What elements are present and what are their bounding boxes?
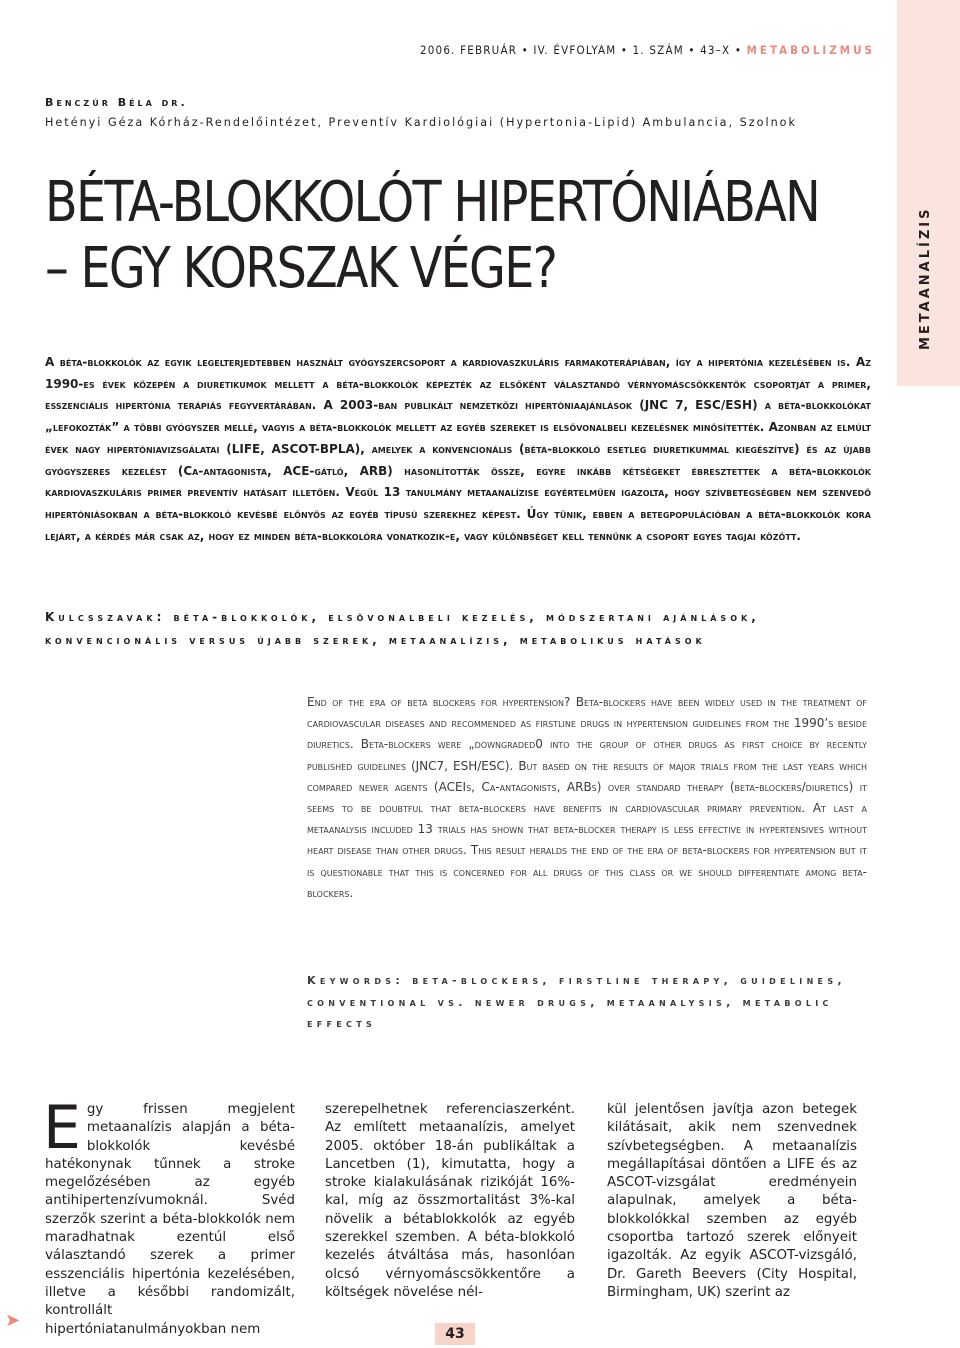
drop-cap: E (43, 1093, 81, 1163)
header-text: 2006. FEBRUÁR • IV. ÉVFOLYAM • 1. SZÁM • 43–X • (420, 43, 743, 57)
arrow-icon: ➤ (5, 1310, 21, 1331)
keywords-hu: Kulcsszavak: béta-blokkolók, elsővonalbeli kezelés, módszertani ajánlások, konvencionális versus újabb szerek, metaanalízis, metabolikus hatások (45, 610, 760, 647)
running-header (420, 43, 875, 57)
page-number: 43 (435, 1323, 475, 1345)
body-column-3: kül jelentősen javítja azon betegek kilátásait, akik nem szenvednek szívbetegségben. A metaanalízis megállapításai döntően a LIFE és az ASCOT-vizsgálat eredményein alapulnak, amelyek a béta-blokkolókkal szemben az egyéb csoportba tartozó szerek előnyeit igazolták. Az egyik ASCOT-vizsgáló, Dr. Gareth Beevers (City Hospital, Birmingham, UK) szerint az (607, 1102, 857, 1300)
affiliation: Hetényi Géza Kórház-Rendelőintézet, Preventív Kardiológiai (Hypertonia-Lipid) Ambulancia, Szolnok (45, 116, 797, 129)
keywords-en: Keywords: beta-blockers, firstline therapy, guidelines, conventional vs. newer drugs, metaanalysis, metabolic effects (307, 974, 846, 1030)
author: Benczúr Béla dr. (45, 96, 188, 109)
body-column-2: szerepelhetnek referenciaszerként. Az említett metaanalízis, amelyet 2005. október 18-án publikáltak a Lancetben (1), kimutatta, hogy a stroke kialakulásának rizikóját 16%-kal, míg az összmortalitást 3%-kal növelik a bétablokkolók az egyéb szerekkel szemben. A béta-blokkoló kezelés átváltása más, hasonlóan olcsó vérnyomáscsökkentőre a költségek növelése nél- (325, 1102, 575, 1300)
title-line-1: BÉTA-BLOKKOLÓT HIPERTÓNIÁBAN (45, 170, 820, 235)
section-label: METAANALÍZIS (918, 206, 933, 350)
header-section: METABOLIZMUS (746, 43, 875, 57)
abstract-en: End of the era of beta blockers for hypertension? Beta-blockers have been widely used in the treatment of cardiovascular diseases and recommended as firstline drugs in hypertension guidelines from the 1990’s beside diuretics. Beta-blockers were „downgraded0 into the group of other drugs as first choice by recently published guidelines (JNC7, ESH/ESC). But based on the results of major trials from the last years which compared newer agents (ACEIs, Ca-antagonists, ARBs) over standard therapy (beta-blockers/diuretics) it seems to be doubtful that beta-blockers have benefits in cardiovascular primary prevention. At last a metaanalysis included 13 trials has shown that beta-blocker therapy is less effective in hypertensives without heart disease than other drugs. This result heralds the end of the era of beta-blockers for hypertension but it is questionable that this is concerned for all drugs of this class or we should differentiate among beta-blockers. (307, 695, 867, 900)
title-line-2: – EGY KORSZAK VÉGE? (45, 236, 557, 301)
body-column-1-text: gy frissen megjelent metaanalízis alapján a béta-blokkolók kevésbé hatékonynak tűnnek a stroke megelőzésében az egyéb antihipertenzívumoknál. Svéd szerzők szerint a béta-blokkolók nem maradhatnak ezentúl első választandó szerek a primer esszenciális hipertónia kezelésében, illetve a későbbi randomizált, kontrollált hipertóniatanulmányokban nem (45, 1102, 295, 1337)
sidebar (897, 0, 960, 1348)
abstract-hu: A béta-blokkolók az egyik legelterjedtebben használt gyógyszercsoport a kardiovaszkuláris farmakoterápiában, így a hipertónia kezelésében is. Az 1990-es évek közepén a diuretikumok mellett a béta-blokkolók képezték az elsőként választandó vérnyomáscsökkentők csoportját a primer, esszenciális hipertónia terápiás fegyvertárában. A 2003-ban publikált nemzetközi hipertóniaajánlások (JNC 7, ESC/ESH) a béta-blokkolókat „lefokozták” a többi gyógyszer mellé, vagyis a béta-blokkolók mellett az egyéb szereket is elsővonalbeli kezelésnek minősítették. Azonban az elmúlt évek nagy hipertóniavizsgálatai (LIFE, ASCOT-BPLA), amelyek a konvencionális (béta-blokkoló esetleg diuretikummal kiegészítve) és az újabb gyógyszeres kezelést (Ca-antagonista, ACE-gátló, ARB) hasonlították össze, egyre inkább kétségeket ébresztettek a béta-blokkolók kardiovaszkuláris primer preventív hatásait illetően. Végül 13 tanulmány metaanalízise egyértelműen igazolta, hogy szívbetegségben nem szenvedő hipertóniásokban a béta-blokkoló kevésbé előnyös az egyéb típusú szerekhez képest. Úgy tűnik, ebben a betegpopulációban a béta-blokkolók kora lejárt, a kérdés már csak az, hogy ez minden béta-blokkolóra vonatkozik-e, vagy különbséget kell tennünk a csoport egyes tagjai között. (45, 355, 871, 543)
body-column-1 (43, 1093, 295, 1339)
article-title (45, 170, 819, 302)
